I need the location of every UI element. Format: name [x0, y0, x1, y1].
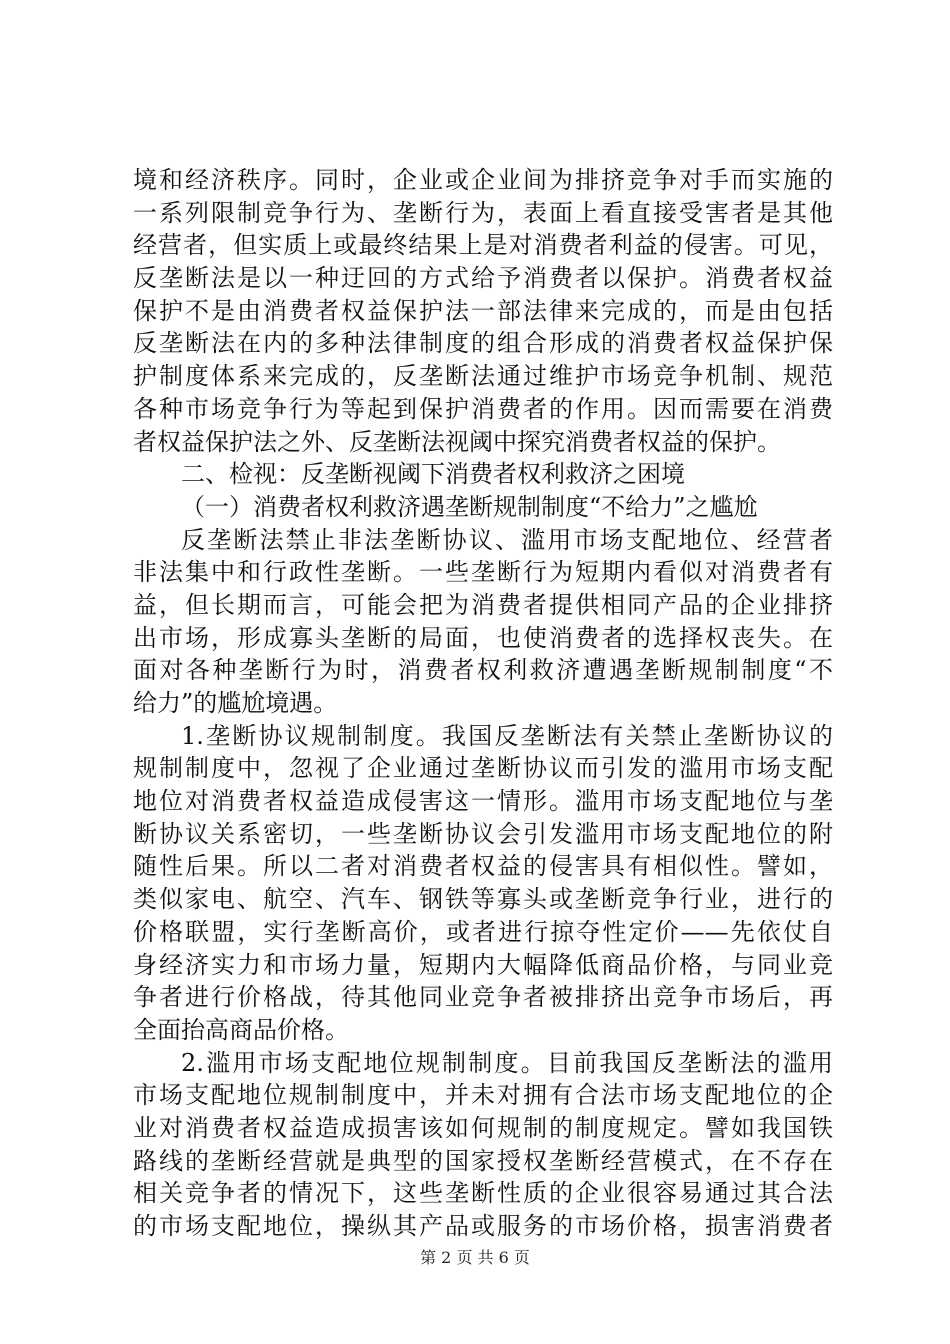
text-line: 相关竞争者的情况下，这些垄断性质的企业很容易通过其合法	[133, 1179, 833, 1208]
text-line: 给力”的尴尬境遇。	[133, 689, 338, 717]
text-line: 者权益保护法之外、反垄断法视阈中探究消费者权益的保护。	[133, 427, 781, 456]
text-line: 反垄断法是以一种迂回的方式给予消费者以保护。消费者权益	[133, 264, 833, 293]
text-line: 反垄断法在内的多种法律制度的组合形成的消费者权益保护保	[133, 329, 833, 358]
text-line: 争者进行价格战，待其他同业竞争者被排挤出竞争市场后，再	[133, 983, 833, 1012]
text-line: 市场支配地位规制制度中，并未对拥有合法市场支配地位的企	[133, 1081, 833, 1110]
text-line: 业对消费者权益造成损害该如何规制的制度规定。譬如我国铁	[133, 1113, 833, 1142]
text-line: 一系列限制竞争行为、垄断行为，表面上看直接受害者是其他	[133, 198, 833, 227]
text-line: 规制制度中，忽视了企业通过垄断协议而引发的滥用市场支配	[133, 754, 833, 783]
text-line: 价格联盟，实行垄断高价，或者进行掠夺性定价——先依仗自	[133, 917, 833, 946]
text-line: 路线的垄断经营就是典型的国家授权垄断经营模式，在不存在	[133, 1146, 833, 1175]
text-line: 面对各种垄断行为时，消费者权利救济遭遇垄断规制制度“不	[133, 656, 833, 685]
page-number: 第 2 页 共 6 页	[420, 1248, 530, 1267]
text-line: 地位对消费者权益造成侵害这一情形。滥用市场支配地位与垄	[133, 787, 833, 816]
document-body	[133, 164, 833, 1243]
text-line: 保护不是由消费者权益保护法一部法律来完成的，而是由包括	[133, 296, 833, 325]
text-line: 境和经济秩序。同时，企业或企业间为排挤竞争对手而实施的	[133, 166, 833, 194]
text-line: 随性后果。所以二者对消费者权益的侵害具有相似性。譬如，	[133, 852, 833, 881]
text-line: 1.垄断协议规制制度。我国反垄断法有关禁止垄断协议的	[181, 721, 833, 750]
text-line: 经营者，但实质上或最终结果上是对消费者利益的侵害。可见，	[133, 231, 833, 260]
text-line: 非法集中和行政性垄断。一些垄断行为短期内看似对消费者有	[133, 558, 833, 587]
text-line: 护制度体系来完成的，反垄断法通过维护市场竞争机制、规范	[133, 362, 833, 391]
text-line: 出市场，形成寡头垄断的局面，也使消费者的选择权丧失。在	[133, 623, 833, 652]
text-line: 反垄断法禁止非法垄断协议、滥用市场支配地位、经营者	[181, 525, 833, 554]
text-line: 类似家电、航空、汽车、钢铁等寡头或垄断竞争行业，进行的	[133, 885, 833, 914]
text-line: 全面抬高商品价格。	[133, 1015, 349, 1044]
text-line: 2.滥用市场支配地位规制制度。目前我国反垄断法的滥用	[181, 1048, 833, 1077]
text-line: 的市场支配地位，操纵其产品或服务的市场价格，损害消费者	[133, 1212, 833, 1240]
section-heading: 二、检视：反垄断视阈下消费者权利救济之困境	[181, 460, 685, 489]
subsection-heading: （一）消费者权利救济遇垄断规制制度“不给力”之尴尬	[181, 492, 758, 521]
text-line: 各种市场竞争行为等起到保护消费者的作用。因而需要在消费	[133, 394, 833, 423]
text-line: 断协议关系密切，一些垄断协议会引发滥用市场支配地位的附	[133, 819, 833, 848]
text-line: 益，但长期而言，可能会把为消费者提供相同产品的企业排挤	[133, 590, 833, 619]
text-line: 身经济实力和市场力量，短期内大幅降低商品价格，与同业竞	[133, 950, 833, 979]
